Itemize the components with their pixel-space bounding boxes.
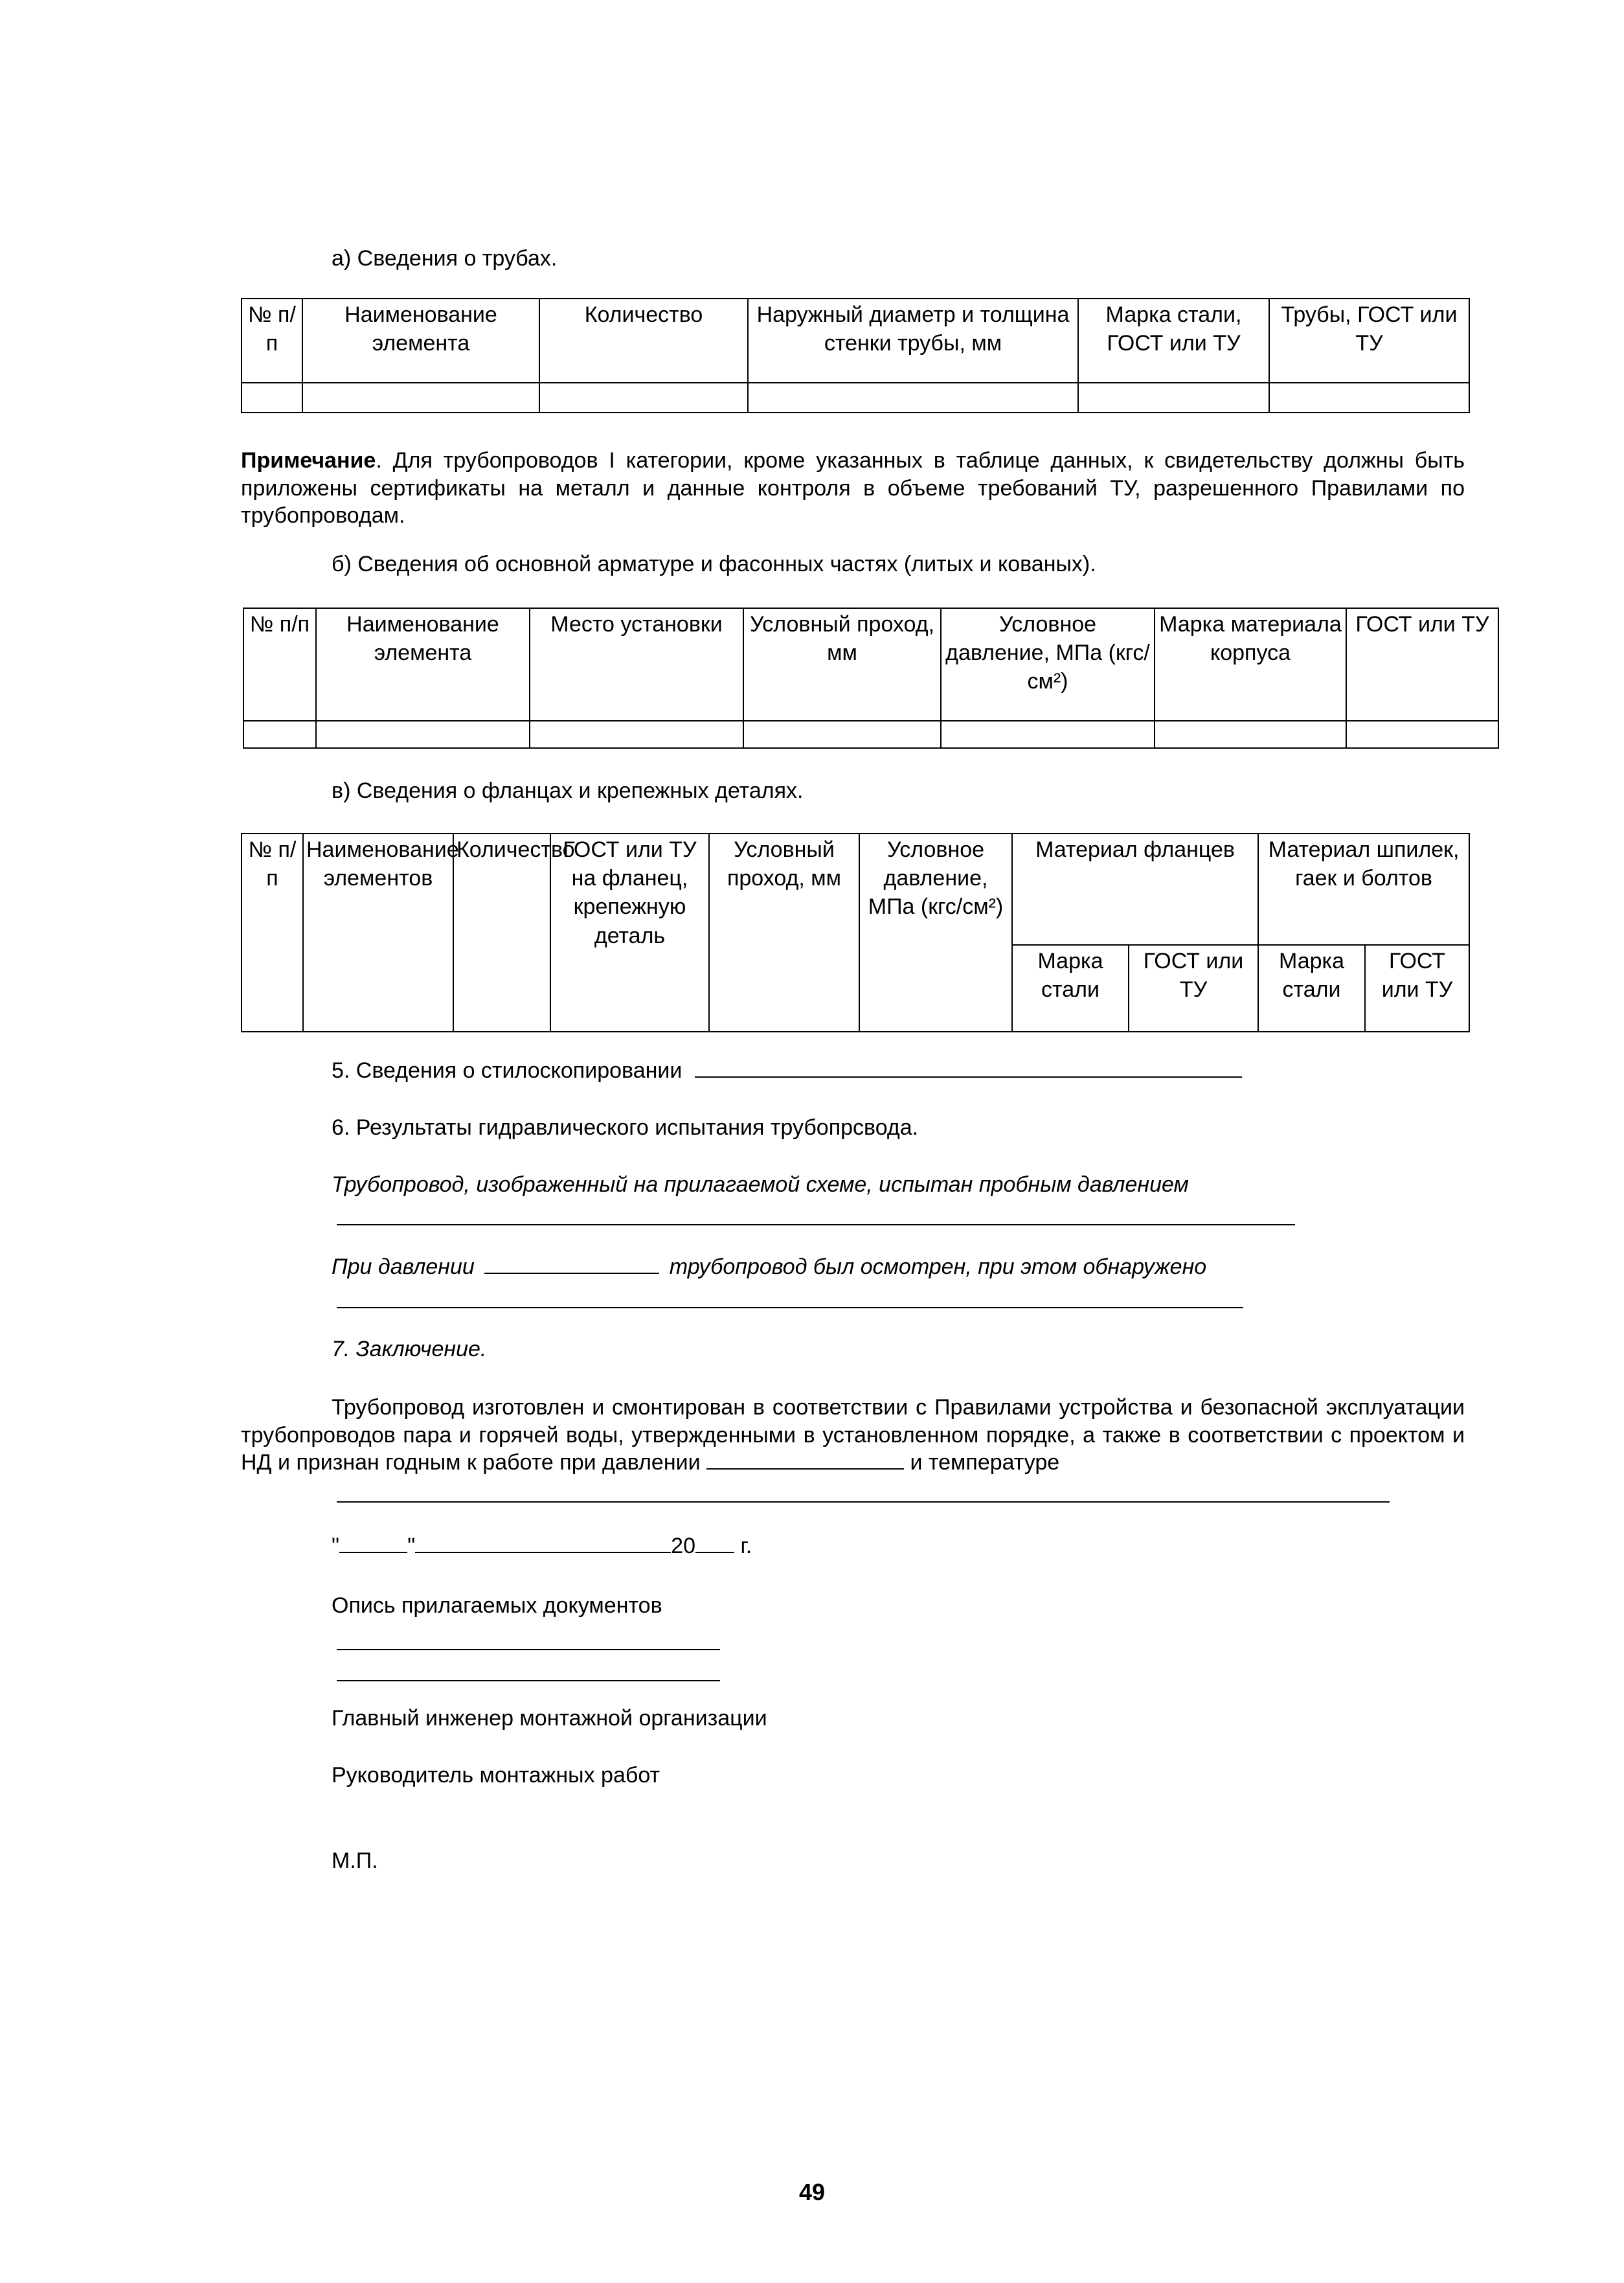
- works-manager-label: Руководитель монтажных работ: [332, 1763, 660, 1788]
- test-pressure-blank[interactable]: [337, 1224, 1295, 1225]
- header-cell: Наименование элемента: [316, 608, 530, 721]
- subheader-cell: Марка стали: [1258, 945, 1365, 1032]
- header-cell: № п/п: [243, 608, 316, 721]
- empty-cell: [302, 383, 539, 413]
- section-5-label: 5. Сведения о стилоскопировании: [332, 1058, 682, 1083]
- empty-cell: [316, 721, 530, 748]
- header-cell: Условный проход, мм: [709, 834, 859, 1032]
- header-cell: ГОСТ или ТУ на фланец, крепежную деталь: [550, 834, 709, 1032]
- empty-cell: [530, 721, 743, 748]
- year-suffix: г.: [740, 1534, 752, 1558]
- header-cell: Количество: [453, 834, 550, 1032]
- table-a-caption: а) Сведения о трубах.: [332, 246, 558, 271]
- empty-cell: [748, 383, 1078, 413]
- table-c-caption: в) Сведения о фланцах и крепежных деталях.: [332, 778, 804, 803]
- date-line: [332, 1532, 752, 1560]
- header-cell: Условное давление, МПа (кгс/см²): [859, 834, 1012, 1032]
- header-cell: Наружный диаметр и толщина стенки трубы, мм: [748, 299, 1078, 383]
- open-quote: ": [332, 1534, 340, 1558]
- header-cell: Трубы, ГОСТ или ТУ: [1269, 299, 1469, 383]
- docs-list-label: Опись прилагаемых документов: [332, 1593, 662, 1618]
- header-cell: № п/п: [242, 299, 302, 383]
- header-cell: Наименование элементов: [303, 834, 453, 1032]
- header-cell: ГОСТ или ТУ: [1346, 608, 1498, 721]
- subheader-cell: ГОСТ или ТУ: [1365, 945, 1469, 1032]
- conclusion-text: Трубопровод изготовлен и смонтирован в соответствии с Правилами устройства и безопасной эксплуатации трубопроводов пара и горячей воды, утвержденными в установленном порядке, а также в соответствии с проектом и НД и признан годным к работе при давлении: [241, 1395, 1465, 1475]
- note-label: Примечание: [241, 448, 376, 473]
- conclusion-paragraph: [241, 1394, 1465, 1477]
- empty-cell: [242, 383, 302, 413]
- page-number: 49: [798, 2179, 826, 2205]
- empty-cell: [1155, 721, 1346, 748]
- header-cell: Материал шпилек, гаек и болтов: [1258, 834, 1469, 945]
- empty-cell: [743, 721, 941, 748]
- docs-blank-1[interactable]: [337, 1649, 720, 1650]
- close-quote: ": [407, 1534, 416, 1558]
- inspection-result-blank[interactable]: [337, 1307, 1243, 1308]
- header-cell: Условный проход, мм: [743, 608, 941, 721]
- table-b-caption: б) Сведения об основной арматуре и фасонных частях (литых и кованых).: [332, 552, 1096, 576]
- inspection-label-b: трубопровод был осмотрен, при этом обнаружено: [669, 1255, 1207, 1279]
- test-pressure-text: Трубопровод, изображенный на прилагаемой схеме, испытан пробным давлением: [332, 1172, 1189, 1197]
- year-blank[interactable]: [695, 1534, 734, 1553]
- month-blank[interactable]: [415, 1534, 671, 1553]
- table-pipes: [241, 298, 1470, 413]
- empty-cell: [243, 721, 316, 748]
- empty-cell: [941, 721, 1155, 748]
- table-flanges: [241, 833, 1470, 1032]
- empty-cell: [539, 383, 748, 413]
- conclusion-temperature-blank[interactable]: [337, 1501, 1390, 1503]
- inspection-pressure-blank[interactable]: [484, 1255, 659, 1274]
- empty-cell: [1078, 383, 1269, 413]
- header-cell: Условное давление, МПа (кгс/см²): [941, 608, 1155, 721]
- inspection-line: [332, 1253, 1206, 1281]
- conclusion-tail: и температуре: [910, 1450, 1060, 1475]
- header-cell: Материал фланцев: [1012, 834, 1258, 945]
- header-cell: Количество: [539, 299, 748, 383]
- note: [241, 447, 1465, 530]
- header-cell: Место установки: [530, 608, 743, 721]
- table-fittings: [243, 608, 1499, 749]
- note-text: . Для трубопроводов I категории, кроме указанных в таблице данных, к свидетельству должны быть приложены сертификаты на металл и данные контроля в объеме требований ТУ, разрешенного Правилами по трубопроводам.: [241, 448, 1465, 528]
- header-cell: Марка материала корпуса: [1155, 608, 1346, 721]
- inspection-label-a: При давлении: [332, 1255, 475, 1279]
- chief-engineer-label: Главный инженер монтажной организации: [332, 1706, 767, 1731]
- conclusion-pressure-blank[interactable]: [706, 1450, 904, 1470]
- stylo-blank[interactable]: [695, 1058, 1242, 1078]
- subheader-cell: ГОСТ или ТУ: [1129, 945, 1258, 1032]
- empty-cell: [1269, 383, 1469, 413]
- docs-blank-2[interactable]: [337, 1680, 720, 1681]
- year-prefix: 20: [671, 1534, 695, 1558]
- section-5-line: [332, 1057, 1242, 1085]
- stamp-label: М.П.: [332, 1848, 378, 1873]
- header-cell: Наименование элемента: [302, 299, 539, 383]
- header-cell: № п/п: [242, 834, 303, 1032]
- day-blank[interactable]: [339, 1534, 407, 1553]
- section-7-heading: 7. Заключение.: [332, 1337, 487, 1361]
- header-cell: Марка стали, ГОСТ или ТУ: [1078, 299, 1269, 383]
- section-6-heading: 6. Результаты гидравлического испытания трубопрcвода.: [332, 1115, 919, 1140]
- empty-cell: [1346, 721, 1498, 748]
- subheader-cell: Марка стали: [1012, 945, 1129, 1032]
